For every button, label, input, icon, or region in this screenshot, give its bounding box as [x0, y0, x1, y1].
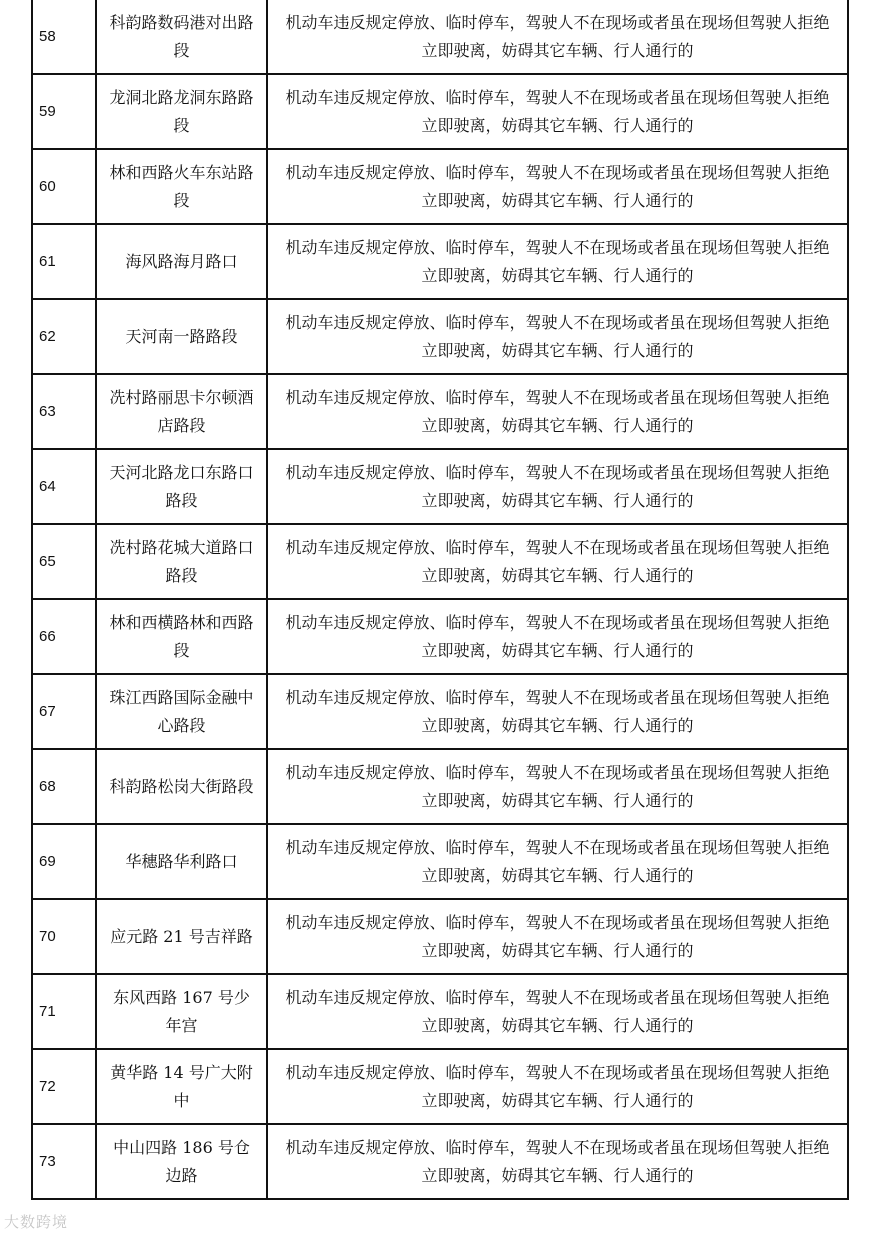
location-cell: 天河北路龙口东路口路段: [96, 449, 267, 524]
location-cell: 海风路海月路口: [96, 224, 267, 299]
watermark-logo: [4, 1211, 68, 1232]
violation-cell: 机动车违反规定停放、临时停车，驾驶人不在现场或者虽在现场但驾驶人拒绝立即驶离，妨碍其它车辆、行人通行的: [267, 824, 848, 899]
row-number: 69: [32, 824, 96, 899]
row-number: 72: [32, 1049, 96, 1124]
row-number: 73: [32, 1124, 96, 1199]
location-cell: 科韵路松岗大街路段: [96, 749, 267, 824]
violation-cell: 机动车违反规定停放、临时停车，驾驶人不在现场或者虽在现场但驾驶人拒绝立即驶离，妨碍其它车辆、行人通行的: [267, 1049, 848, 1124]
table-row: [32, 449, 848, 524]
violation-cell: 机动车违反规定停放、临时停车，驾驶人不在现场或者虽在现场但驾驶人拒绝立即驶离，妨碍其它车辆、行人通行的: [267, 524, 848, 599]
violation-cell: 机动车违反规定停放、临时停车，驾驶人不在现场或者虽在现场但驾驶人拒绝立即驶离，妨碍其它车辆、行人通行的: [267, 599, 848, 674]
violation-cell: 机动车违反规定停放、临时停车，驾驶人不在现场或者虽在现场但驾驶人拒绝立即驶离，妨碍其它车辆、行人通行的: [267, 899, 848, 974]
table-row: [32, 74, 848, 149]
row-number: 70: [32, 899, 96, 974]
location-cell: 应元路 21 号吉祥路: [96, 899, 267, 974]
table-row: [32, 1049, 848, 1124]
location-cell: 林和西路火车东站路段: [96, 149, 267, 224]
table-row: [32, 299, 848, 374]
violation-cell: 机动车违反规定停放、临时停车，驾驶人不在现场或者虽在现场但驾驶人拒绝立即驶离，妨碍其它车辆、行人通行的: [267, 299, 848, 374]
row-number: 58: [32, 0, 96, 74]
table-row: [32, 149, 848, 224]
violation-cell: 机动车违反规定停放、临时停车，驾驶人不在现场或者虽在现场但驾驶人拒绝立即驶离，妨碍其它车辆、行人通行的: [267, 449, 848, 524]
violation-cell: 机动车违反规定停放、临时停车，驾驶人不在现场或者虽在现场但驾驶人拒绝立即驶离，妨碍其它车辆、行人通行的: [267, 674, 848, 749]
table-row: [32, 749, 848, 824]
row-number: 65: [32, 524, 96, 599]
row-number: 68: [32, 749, 96, 824]
location-cell: 东风西路 167 号少年宫: [96, 974, 267, 1049]
location-cell: 冼村路花城大道路口路段: [96, 524, 267, 599]
table-row: [32, 899, 848, 974]
location-cell: 林和西横路林和西路段: [96, 599, 267, 674]
location-cell: 珠江西路国际金融中心路段: [96, 674, 267, 749]
violation-cell: 机动车违反规定停放、临时停车，驾驶人不在现场或者虽在现场但驾驶人拒绝立即驶离，妨碍其它车辆、行人通行的: [267, 0, 848, 74]
row-number: 64: [32, 449, 96, 524]
row-number: 67: [32, 674, 96, 749]
location-cell: 黄华路 14 号广大附中: [96, 1049, 267, 1124]
row-number: 60: [32, 149, 96, 224]
table-row: [32, 974, 848, 1049]
violation-cell: 机动车违反规定停放、临时停车，驾驶人不在现场或者虽在现场但驾驶人拒绝立即驶离，妨碍其它车辆、行人通行的: [267, 1124, 848, 1199]
table-row: [32, 674, 848, 749]
table-row: [32, 824, 848, 899]
violation-cell: 机动车违反规定停放、临时停车，驾驶人不在现场或者虽在现场但驾驶人拒绝立即驶离，妨碍其它车辆、行人通行的: [267, 74, 848, 149]
row-number: 59: [32, 74, 96, 149]
location-cell: 龙洞北路龙洞东路路段: [96, 74, 267, 149]
watermark-text: 大数跨境: [4, 1213, 69, 1231]
location-cell: 中山四路 186 号仓边路: [96, 1124, 267, 1199]
location-cell: 冼村路丽思卡尔顿酒店路段: [96, 374, 267, 449]
row-number: 61: [32, 224, 96, 299]
table-row: [32, 224, 848, 299]
location-cell: 天河南一路路段: [96, 299, 267, 374]
violation-locations-table: [31, 0, 849, 1200]
table-row: [32, 374, 848, 449]
violation-locations-table-container: [31, 0, 847, 1200]
row-number: 62: [32, 299, 96, 374]
violation-cell: 机动车违反规定停放、临时停车，驾驶人不在现场或者虽在现场但驾驶人拒绝立即驶离，妨碍其它车辆、行人通行的: [267, 374, 848, 449]
violation-cell: 机动车违反规定停放、临时停车，驾驶人不在现场或者虽在现场但驾驶人拒绝立即驶离，妨碍其它车辆、行人通行的: [267, 224, 848, 299]
table-row: [32, 599, 848, 674]
row-number: 66: [32, 599, 96, 674]
row-number: 71: [32, 974, 96, 1049]
row-number: 63: [32, 374, 96, 449]
violation-cell: 机动车违反规定停放、临时停车，驾驶人不在现场或者虽在现场但驾驶人拒绝立即驶离，妨碍其它车辆、行人通行的: [267, 749, 848, 824]
table-row: [32, 0, 848, 74]
violation-cell: 机动车违反规定停放、临时停车，驾驶人不在现场或者虽在现场但驾驶人拒绝立即驶离，妨碍其它车辆、行人通行的: [267, 149, 848, 224]
table-row: [32, 524, 848, 599]
location-cell: 科韵路数码港对出路段: [96, 0, 267, 74]
violation-cell: 机动车违反规定停放、临时停车，驾驶人不在现场或者虽在现场但驾驶人拒绝立即驶离，妨碍其它车辆、行人通行的: [267, 974, 848, 1049]
location-cell: 华穗路华利路口: [96, 824, 267, 899]
table-row: [32, 1124, 848, 1199]
